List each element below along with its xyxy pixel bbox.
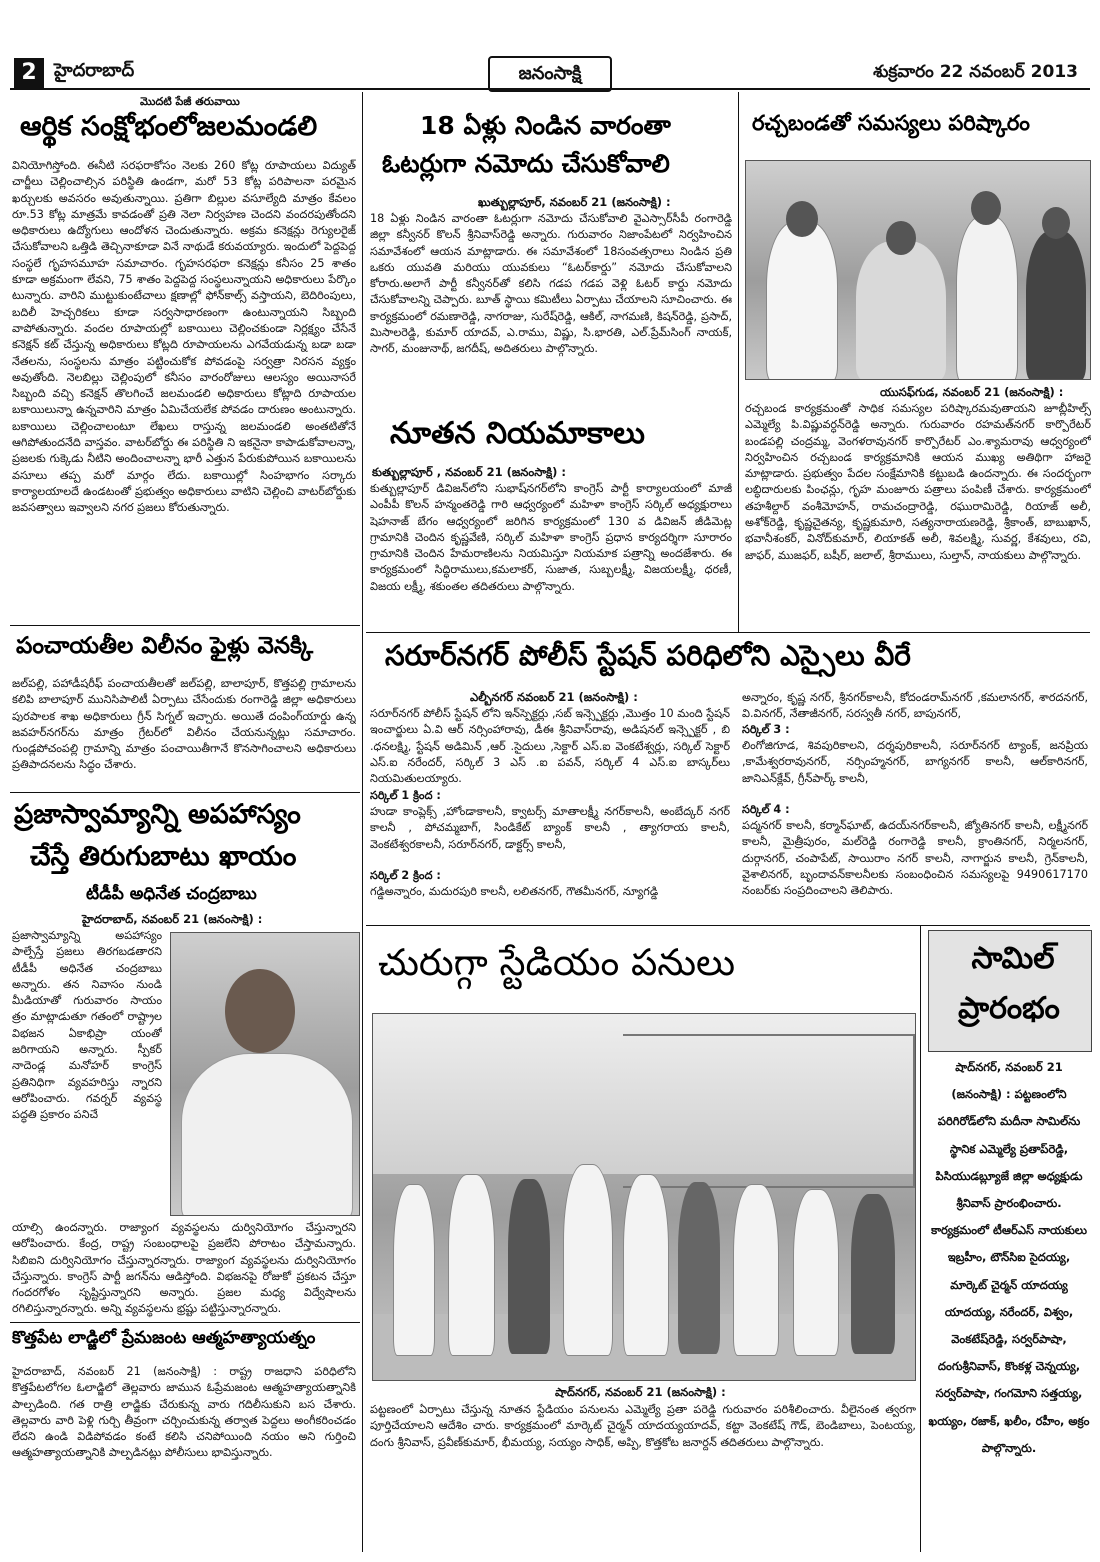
dateline-democracy: హైదరాబాద్, నవంబర్ 21 (జనంసాక్షి) : (82, 912, 263, 926)
circle1-list: హుడా కాంప్లెక్స్ ,హోండాకాలనీ, క్వాటర్స్ మాతాలక్ష్మీ నగర్‌కాలనీ, అంబేద్కర్ నగర్ కాలనీ , పోచమ్మబాగ్, సిండికేట్ బ్యాంక్ కాలనీ , త్యాగరాయ కాలనీ, వెంకటేశ్వరకాలనీ, సరూర్‌నగర్, డాక్టర్స్ కాలనీ, (370, 805, 730, 851)
column-rule (738, 92, 739, 632)
photo-figure (856, 241, 946, 380)
dateline-rachabanda: యుసఫ్‌గుడ, నవంబర్ 21 (జనంసాక్షి) : (880, 385, 1064, 399)
article-democracy-side: ప్రజాస్వామ్యాన్ని అపహాస్యం పాల్పేస్తే ప్రజలు తిరగబడతారని టీడీపీ అధినేత చంద్రబాబు అన్నారు. తన నివాసం నుండి మీడియాతో గురువారం సాయం త్రం మాట్లాడుతూ గతంలో రాష్ట్రాల విభజన ఏకాభిప్రా యంతో జరిగాయని అన్నారు. స్పీకర్ నాదెండ్ల మనోహర్ కాంగ్రెస్ ప్రతినిధిగా వ్యవహరిస్తు న్నారని ఆరోపించారు. గవర్నర్ వ్యవస్థ పద్ధతి ప్రకారం పనిచే (12, 929, 162, 1122)
sarurnagar-continued: అన్నారం, కృష్ణ నగర్, శ్రీనగర్‌కాలనీ, కోదండరామ్‌నగర్ ,కమలానగర్, శారదనగర్, వి.వినగర్, నేతాజీనగర్, సరస్వతీ నగర్, బాపునగర్, (742, 691, 1088, 721)
sarurnagar-intro: సరూర్‌నగర్ పోలీస్ స్టేషన్ లోని ఇన్‌స్పెక్టర్లు ,సబ్ ఇన్స్పెక్టర్లు ,మొత్తం 10 మంది స్టేషన్ ఇంచార్జులు ఏ.వి ఆర్ నర్సింహారావు, డీఈ శ్రీనివాస్‌రావు, అడిషనల్ ఇన్స్పెక్టర్ , బి .ధనలక్ష్మి, స్టేషన్ అడిమిన్ ,ఆర్ .సైదులు ,సెక్టార్ ఎస్.ఐ వెంకటేశ్వర్లు, సర్కిల్ సెక్టార్ ఎస్.ఐ నరేందర్, సర్కిల్ 3 ఎస్ .ఐ పవన్, సర్కిల్ 4 ఎస్.ఐ బాస్కర్‌లు నియమితులయ్యారు. (370, 707, 730, 786)
article-panchayat-body: జల్‌పల్లి, పహాడీషరీఫ్ పంచాయతీలతో జల్‌పల్లి, బాలాపూర్, కొత్తపల్లి గ్రామాలను కలిపి బాలాపూర్ మునిసిపాలిటీ ఏర్పాటు చేసేందుకు రంగారెడ్డి జిల్లా అధికారులు పురపాలక శాఖ అధికారులు గ్రీన్ సిగ్నల్ ఇచ్చారు. అయితే దంపింగ్‌యార్డు ఉన్న జవహర్‌నగర్‌ను మాత్రం గ్రేటర్‌లో విలీనం చేయనున్నట్లు సమాచారం. గుండ్లపోచంపల్లి గ్రామాన్ని మాత్రం పంచాయితీగానే కొనసాగించాలని అధికారులు ప్రతిపాదనలను సిద్ధం చేశారు. (12, 677, 356, 772)
headline-sawmill-line1: సామిల్ (971, 941, 1055, 976)
headline-democracy-line2: చేస్తే తిరుగుబాటు ఖాయం (30, 841, 297, 872)
column-rule (920, 925, 921, 1552)
article-appointments-body: కుత్బుల్లాపూర్ డివిజన్‌లోని సుభాష్‌నగర్‌లోని కాంగ్రెస్ పార్టీ కార్యాలయంలో మాజీ ఎంపీపీ కొలన్ హన్మంతరెడ్డి గారి ఆధ్వర్యంలో మహిళా కాంగ్రెస్ సర్కిల్ అధ్యక్షురాలు షెహనాజ్ బేగం ఆధ్వర్యంలో జరిగిన కార్యక్రమంలో 130 వ డివిజన్ జీడిమెట్ల గ్రామానికి చెందిన కృష్ణవేణి, సర్కిల్ మహిళా కాంగ్రెస్ ప్రధాన కార్యదర్శిగా సూరారం గ్రామానికి చెందిన హేమరాణిలను నియమిస్తూ నియమాక పత్రాన్ని అందజేశారు. ఈ కార్యక్రమంలో సిద్ధిరాములు,కమలాకర్, సుజాత, సుబ్బలక్ష్మీ, విజయలక్ష్మీ, ధరణీ, విజయ లక్ష్మీ, శకుంతల తదితరులు పాల్గొన్నారు. (370, 482, 732, 593)
dateline-stadium: షాద్‌నగర్, నవంబర్ 21 (జనంసాక్షి) : (555, 1385, 726, 1399)
headline-voters-line1: 18 ఏళ్లు నిండిన వారంతా (420, 111, 671, 140)
headline-sawmill-line2: ప్రారంభం (958, 991, 1060, 1026)
circle4-list: పద్మనగర్ కాలనీ, కర్మాన్‌ఘాట్, ఉదయ్‌నగర్‌కాలనీ, జ్యోతినగర్ కాలనీ, లక్ష్మీనగర్ కాలనీ, మైత్రీపురం, మల్‌రెడ్డి రంగారెడ్డి కాలనీ, క్రాంతినగర్, నిర్మలనగర్, దుర్గానగర్, చంపాపేట్, సాయిరాం నగర్ కాలనీ, నాగార్జున కాలనీ, గ్రెన్‌కాలనీ, వైశాలినగర్, బృందావన్‌కాలనీలకు సంబంధించిన సమస్యలపై 9490617170 నంబర్‌కు సంప్రదించాలని తెలిపారు. (742, 819, 1088, 898)
headline-democracy-line1: ప్రజాస్వామ్యాన్ని అపహాస్యం (14, 799, 301, 830)
headline-water-board: ఆర్థిక సంక్షోభంలోజలమండలి (20, 111, 318, 142)
headline-lodge-couple: కొత్తపేట లాడ్జిలో ప్రేమజంట ఆత్మహత్యాయత్నం (12, 1328, 316, 1348)
photo-figure (678, 1182, 720, 1354)
photo-figure (956, 216, 1018, 380)
photo-scaffold (623, 1034, 915, 1188)
circle3-list: లింగోజిగూడ, శివపురికాలని, దర్శపురికాలనీ, సరూర్‌నగర్ ట్యాంక్, జనప్రియ ,కామేశ్వరరావునగర్, నర్సింహ్మనగర్, బాగ్యనగర్ కాలనీ, ఆల్‌కారినగర్, జానిఎన్‌క్లేవ్, గ్రీన్‌పార్క్ కాలనీ, (742, 739, 1088, 785)
photo-figure (508, 1179, 550, 1354)
circle2-list: గడ్డిఅన్నారం, మదురపురి కాలనీ, లలితనగర్, గౌతమీనగర్, న్యూగడ్డి (370, 885, 659, 898)
header-city: హైదరాబాద్ (54, 60, 135, 81)
column-rule (362, 92, 363, 632)
photo-figure (1042, 207, 1070, 239)
header-date: శుక్రవారం 22 నవంబర్ 2013 (873, 62, 1078, 82)
photo-figure (851, 1194, 895, 1354)
article-sawmill-body: షాద్‌నగర్, నవంబర్ 21 (జనంసాక్షి) : పట్టణంలోని పరిగిరోడ్‌లోని మదీనా సామిల్‌ను స్థానిక ఎమ్మెల్యే ప్రతాప్‌రెడ్డి, పిసియుడబ్ల్యూజే జిల్లా అధ్యక్షుడు శ్రీనివాస్ ప్రారంభించారు. కార్యక్రమంలో టీఆర్‌ఎస్ నాయకులు ఇబ్రహీం, టౌన్‌సిఐ సైదయ్య, మార్కెట్ చైర్మన్ యాదయ్య యాదయ్య, నరేందర్, విశ్వం, వెంకటేష్‌రెడ్డి, సర్వర్‌పాషా, దంగుశ్రీనివాస్, కొంకళ్ల చెన్నయ్య, సర్వర్‌పాషా, గంగమోని సత్తయ్య, ఖయ్యం, రజాక్, ఖలీం, రహీం, అక్రం పాల్గొన్నారు. (928, 1060, 1090, 1455)
section-rule (366, 925, 1090, 926)
section-rule (10, 625, 360, 626)
headline-rachabanda: రచ్చబండతో సమస్యలు పరిష్కారం (752, 111, 1030, 135)
photo-figure (786, 201, 818, 237)
photo-chandrababu (170, 932, 360, 1216)
article-lodge-body: హైదరాబాద్, నవంబర్ 21 (జనంసాక్షి) : రాష్ట్ర రాజధాని పరిధిలోని కొత్తపేటలోగల ఓలాడ్జిలో తెల్లవారు జామున ఓప్రేమజంట ఆత్మహత్యాయత్నానికి పాల్పడింది. గత రాత్రి లాడ్జికు చేరుకున్న వారు గదిలీసుకుని బస చేశారు. తెల్లవారు వారి పెళ్లి గుర్చి తీవ్రంగా చర్చించుకున్న తర్వాత పెద్దలు అంగీకరించడం లేదని ఉండి విడిపోవడం కంటే కలిసి చనిపోయింది నయం అని గుర్తించి ఆత్మహత్యాయత్నానికి పాల్పడినట్లు పోలీసులు భావిస్తున్నారు. (12, 1365, 356, 1460)
photo-figure (448, 1174, 495, 1356)
photo-figure (225, 969, 295, 1053)
photo-figure (181, 1053, 353, 1216)
photo-figure (393, 1184, 435, 1356)
photo-figure (733, 1184, 779, 1356)
kicker: మొదటి పేజీ తరువాయి (140, 95, 240, 108)
headline-voters-line2: ఓటర్లుగా నమోదు చేసుకోవాలి (382, 149, 670, 178)
photo-figure (793, 1189, 839, 1356)
headline-appointments: నూతన నియమాకాలు (390, 416, 645, 451)
article-water-board-body: వినియోగిస్తోంది. ఈనీటి సరఫరాకోసం నెలకు 260 కోట్ల రూపాయలు విద్యుత్ చార్జీలు చెల్లించాల్సిన పరిస్థితి ఉండగా, మరో 53 కోట్ల పరిపాలనా పరమైన ఖర్చులకు అవసరం అవుతున్నాయి. ప్రతిగా బిల్లుల వసూల్యేది మాత్రం కేవలం రూ.53 కోట్ల మాత్రమే కావడంతో ప్రతి నెలా నిర్వహణ చెందని వందరపుతోందని అధికారులు ఉద్యోగులు ఆందోళన చెందుతున్నారు. అక్రమ కనెక్షన్లు రెగ్యులరైజ్ చేసుకోవాలని ఒత్తిడి తెచ్చినాకూడా వినే నాథుడే కరువయ్యారు. ఇందులో పెద్దపెద్ద సంస్థలే గృహసమూహ సమాచారం. గృహసరఫరా కనెక్షన్లు కనీసం 25 శాతం కూడా అక్రమంగా లేవని, 75 శాతం పెద్దపెద్ద సంస్థలున్నాయని అధికారులు పేర్కొం టున్నారు. వారిని ముట్టుకుంటేచాలు క్షణాల్లో ఫోన్‌కాల్స్ వస్తాయని, బెదిరింపులు, బదిలీ హెచ్చరికలు కూడా సర్వసాధారణంగా ఉంటున్నాయని సిబ్బంది వాపోతున్నారు. వందల రూపాయల్లో బకాయిలు చెల్లించకుండా నిర్లక్ష్యం చేసేనే కనెక్షన్ కట్ చేస్తున్న అధికారులు కోట్లది రూపాయలను ఎగవేయడున్న బడా బడా నేతలను, సంస్థలను మాత్రం పట్టించుకోక పోవడంపై సర్వత్రా నిరసన వ్యక్తం అవుతోంది. నెలబిల్లు చెల్లింపులో కనీసం వారంరోజులు ఆలస్యం అయినాసరే సిబ్బంది వచ్చి కనెక్షన్ తొలగించే జలమండలి అధికారులు కోట్లాది రూపాయల బకాయిలున్నా ఉన్నవారిని మాత్రం ఏమిచేయలేక పోవడం దారుణం అంటున్నారు. బకాయిలు చెల్లించాలంటూ లేఖలు రాస్తున్న జలమండలి అంతటితోనే ఆగిపోతుందనేది వాస్తవం. వాటర్‌బోర్డు ఈ పరిస్థితి ని ఇకనైనా కాపాడుకోవాలన్నా, ప్రజలకు గుక్కెడు నీటిని అందించాలన్నా భారీ ఎత్తున పేరుకుపోయిన బకాయిలను వసూలు తప్ప మరో మార్గం లేదు. బకాయిల్లో సింహభాగం సర్కారు కార్యాలయాలదే ఉండటంతో ప్రభుత్వం అధికారులు వాటిని చెల్లించి వాటర్‌బోర్డుకు జవసత్వాలు ఇవ్వాలని నగర ప్రజలు కోరుతున్నారు. (12, 159, 356, 515)
photo-figure (886, 221, 916, 255)
article-voters-body: 18 ఏళ్లు నిండిన వారంతా ఓటర్లుగా నమోదు చేసుకోవాలి వైఎస్సార్‌సీపీ రంగారెడ్డి జిల్లా కన్వీనర్ కొలన్ శ్రీనివాస్‌రెడ్డి అన్నారు. గురువారం నిజాంపేటలో నిర్వహించిన సమావేశంలో ఆయన మాట్లాడారు. ఈ సమావేశంలో 18సంవత్సరాలు నిండిన ప్రతి ఒకరు యువతి మరియు యువకులు “ఓటర్‌కార్డు” నమోదు చేసుకోవాలని కోరారు.అలాగే పార్టీ కన్వీనర్‌తో కలిసి గడప గడప వెళ్లి ఓటర్ కార్డు నమోదు చేసుకోవాలన్ని చెప్పారు. బూత్ స్థాయి కమిటీలు ఏర్పాటు చేయాలని సూచించారు. ఈ కార్యక్రమంలో రమణారెడ్డి, నాగరాజు, సురేష్‌రెడ్డి, ఆకిల్, నాగమణి, కిషన్‌రెడ్డి, ప్రసాద్, మిసాలరెడ్డి, కుమార్ యాదవ్, ఎ.రాము, విష్ణు, సి.భారతి, ఎల్.ప్రేమ్‌సింగ్ నాయక్, సాగర్, మంజునాథ్, జగదీష్, అదితరులు పాల్గొన్నారు. (370, 212, 732, 356)
headline-panchayat-merger: పంచాయతీల విలీనం ఫైళ్లు వెనక్కి (16, 633, 314, 659)
subhead-chandrababu: టీడీపీ అధినేత చంద్రబాబు (86, 884, 257, 904)
photo-figure (563, 1164, 613, 1356)
section-rule (10, 1322, 360, 1323)
article-democracy-body: యాల్సి ఉందన్నారు. రాజ్యాంగ వ్యవస్థలను దుర్వినియోగం చేస్తున్నారని ఆరోపించారు. కేంద్ర, రాష్ట్ర సంబంధాలపై ప్రజలేని పోరాటం చేస్తామన్నారు. సిబిఐని దుర్వినియోగం చేస్తున్నారన్నారు. రాజ్యాంగ వ్యవస్థలను దుర్వినియోగం చేస్తున్నారు. కాంగ్రెస్ పార్టీ జగన్‌ను ఆడిస్తోంది. విభజనపై రోజుకో ప్రకటన చేస్తూ గందరగోళం సృష్టిస్తున్నారని అన్నారు. ప్రజల మధ్య విద్వేషాలను రగిలిస్తున్నారన్నారు. అన్ని వ్యవస్థలను భ్రష్టు పట్టిస్తున్నారన్నారు. (12, 1221, 356, 1316)
dateline-appointments: కుత్బుల్లాపూర్ , నవంబర్ 21 (జనంసాక్షి) : (372, 465, 566, 479)
photo-stadium (372, 1013, 916, 1381)
page-number: 2 (14, 58, 44, 88)
circle1-label: సర్కిల్ 1 క్రింద : (370, 789, 441, 802)
photo-figure (1026, 231, 1086, 380)
column-rule (362, 632, 363, 1552)
section-rule (10, 792, 360, 793)
headline-stadium: చురుగ్గా స్టేడియం పనులు (378, 941, 736, 984)
photo-rachabanda (745, 160, 1091, 380)
circle2-label: సర్కిల్ 2 క్రింద : (370, 869, 441, 882)
section-rule (366, 632, 1090, 633)
header-rule (10, 88, 1090, 90)
headline-sarurnagar: సరూర్‌నగర్ పోలీస్ స్టేషన్ పరిధిలోని ఎస్సైలు వీరే (385, 639, 911, 672)
circle4-label: సర్కిల్ 4 : (742, 803, 790, 816)
photo-figure (971, 191, 1001, 225)
photo-figure (766, 221, 838, 380)
dateline-voters: ఖుత్బుల్లాపూర్, నవంబర్ 21 (జనంసాక్షి) : (478, 195, 671, 209)
masthead-logo: జనంసాక్షి (488, 56, 612, 92)
article-rachabanda-body: రచ్చబండ కార్యక్రమంతో సాధిక సమస్యల పరిష్కారమవుతాయని జూబ్లీహిల్స్ ఎమ్మెల్యే పి.విష్ణువర్ధన్‌రెడ్డి అన్నారు. గురువారం రహమత్‌నగర్ కార్పొరేటర్ బండపల్లి చంద్రమ్మ, వెంగళరావునగర్ కార్పొరేటర్ ఎం.శ్యామరావు ఆధ్వర్యంలో నిర్వహించిన రచ్చబండ కార్యక్రమానికి ఆయన ముఖ్య అతిథిగా హాజరై మాట్లాడారు. ప్రభుత్వం పేదల సంక్షేమానికి కట్టుబడి ఉందన్నారు. ఈ సందర్భంగా లబ్ధిదారులకు పింఛన్లు, గృహ మంజూరు పత్రాలు పంపిణీ చేశారు. కార్యక్రమంలో తహశీల్దార్ వంశీమోహన్, రామచంద్రారెడ్డి, రఘురామిరెడ్డి, రియాజ్ అలీ, అశోక్‌రెడ్డి, కృష్ణచైతన్య, కృష్ణకుమారి, సత్యనారాయణరెడ్డి, శ్రీకాంత్, బాబుఖాన్, భవానీశంకర్, వినోద్‌కుమార్, లియాకత్ అలీ, శివలక్ష్మి, సువర్ణ, కేశవులు, రవి, జాఫర్, ముజఫర్, బషీర్, జలాల్, శ్రీరాములు, సుల్తాన్, నాయకులు పాల్గొన్నారు. (745, 402, 1091, 562)
article-stadium-body: పట్టణంలో ఏర్పాటు చేస్తున్న నూతన స్టేడియం పనులను ఎమ్మెల్యే ప్రతా పరెడ్డి గురువారం పరిశీలించారు. వీలైనంత త్వరగా పూర్తిచేయాలని ఆదేశిం చారు. కార్యక్రమంలో మార్కెట్ చైర్మన్ యాదయ్యయాదవ్, కట్టా వెంకటేష్ గౌడ్, బెండిబాలు, పెంటయ్య, దంగు శ్రీనివాస్, ప్రవీణ్‌కుమార్, భీమయ్య, సయ్యం సాధిక్, అప్పి, కొత్తకోట జనార్దన్ తదితరులు పాల్గొన్నారు. (370, 1403, 916, 1449)
circle3-label: సర్కిల్ 3 : (742, 723, 790, 736)
dateline-sarurnagar: ఎల్బీనగర్ నవంబర్ 21 (జనంసాక్షి) : (470, 690, 638, 704)
photo-figure (623, 1174, 669, 1356)
